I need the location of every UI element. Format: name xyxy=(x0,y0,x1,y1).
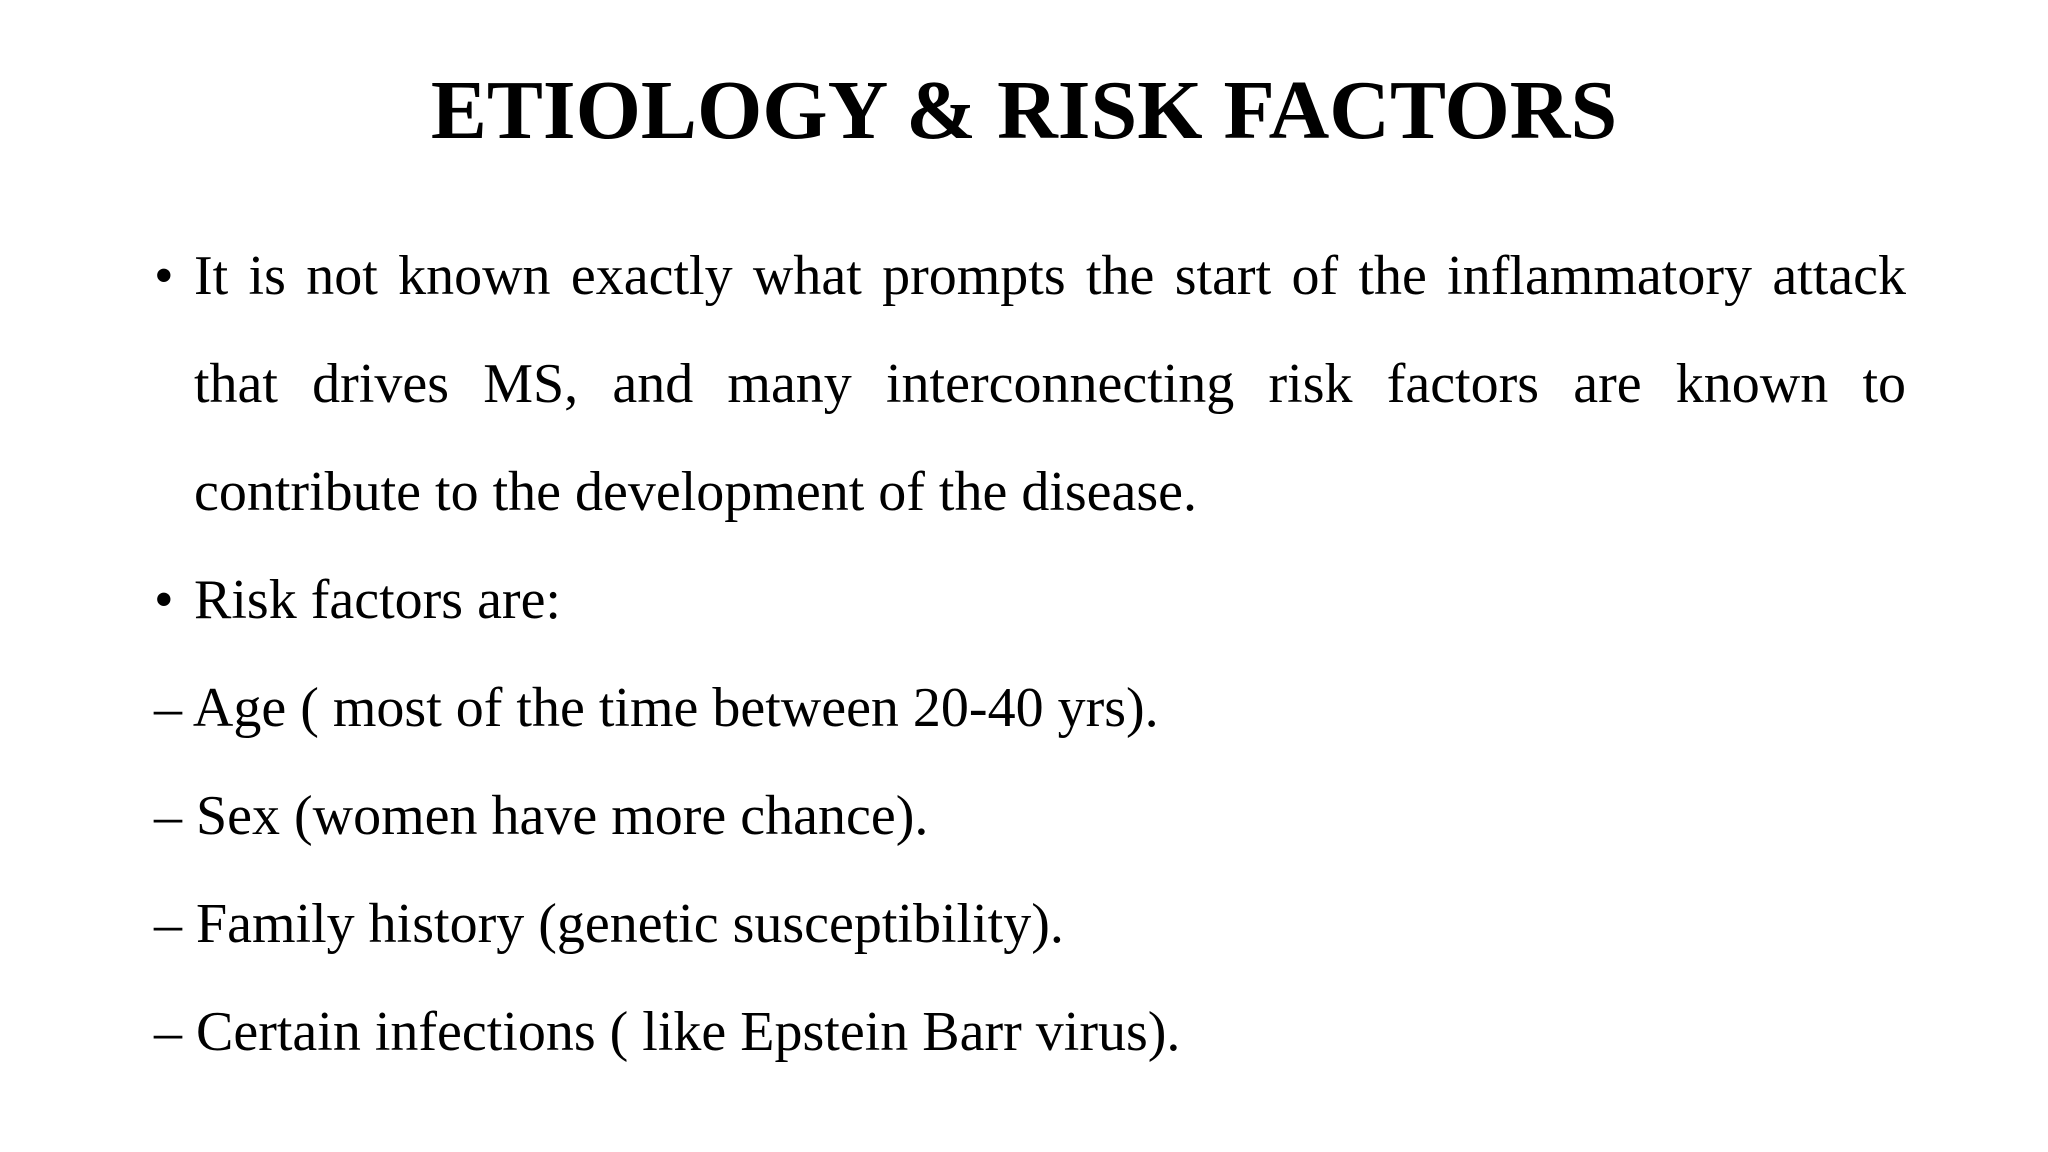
bullet-item xyxy=(154,546,1906,654)
slide-content xyxy=(154,222,1906,1086)
risk-factor-infections: – Certain infections ( like Epstein Barr virus). xyxy=(154,1001,1181,1063)
bullet-marker: • xyxy=(154,245,174,307)
bullet-text: It is not known exactly what prompts the start of the inflammatory attack that drives MS, and many interconnecting risk factors are known to contribute to the development of the disease. xyxy=(194,245,1906,523)
bullet-item xyxy=(154,222,1906,546)
slide-title: ETIOLOGY & RISK FACTORS xyxy=(430,64,1618,157)
risk-factor-family-history: – Family history (genetic susceptibility). xyxy=(154,893,1064,955)
bullet-text: Risk factors are: xyxy=(194,569,561,631)
risk-factor-age: – Age ( most of the time between 20-40 yrs). xyxy=(154,677,1159,739)
risk-factor-sex: – Sex (women have more chance). xyxy=(154,785,929,847)
bullet-marker: • xyxy=(154,569,174,631)
